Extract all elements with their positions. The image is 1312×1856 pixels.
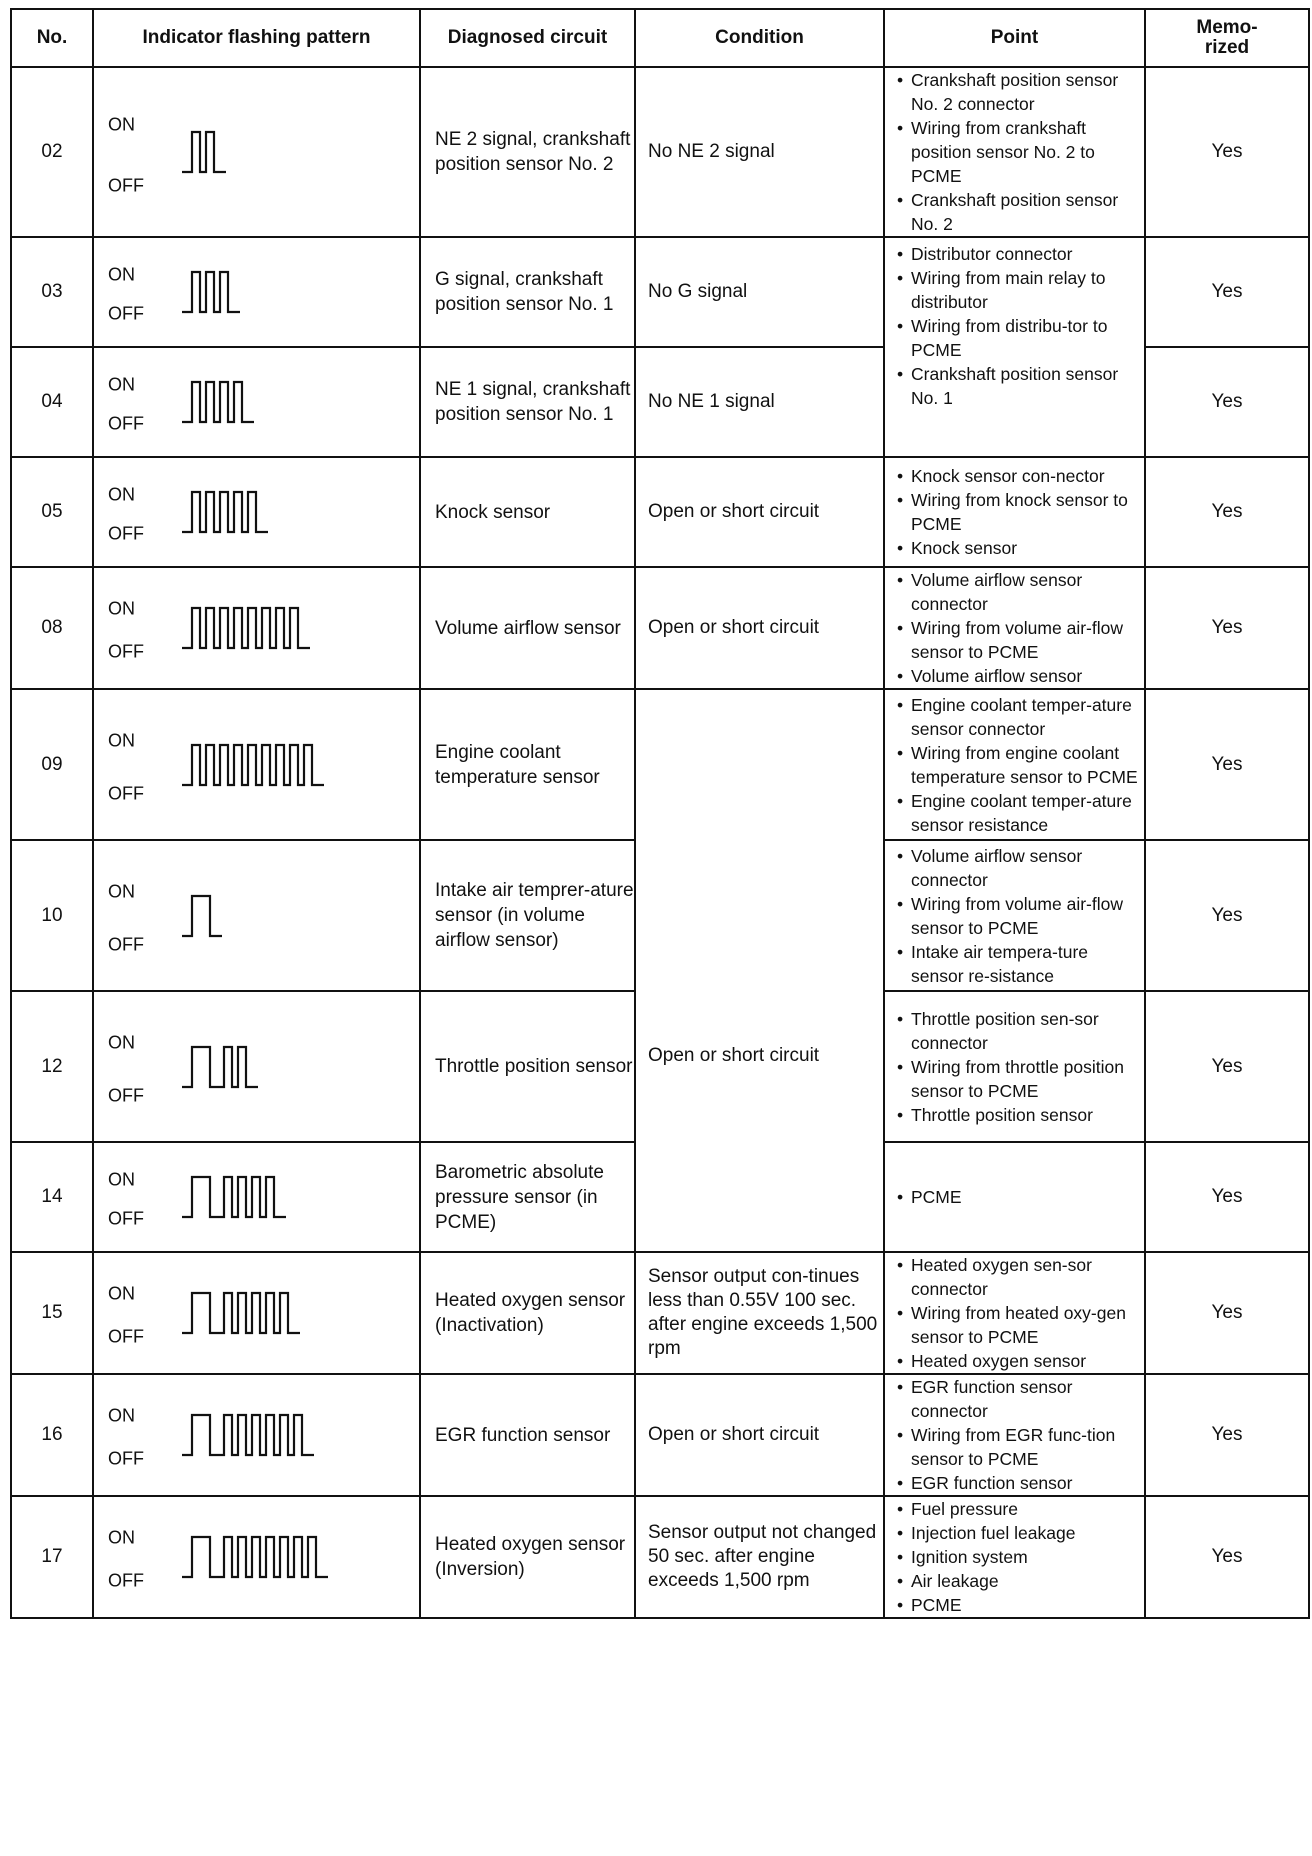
check-point-item: • Wiring from crankshaft position sensor No. 2 to PCME — [895, 116, 1144, 188]
code-number: 14 — [11, 1142, 93, 1252]
flash-pattern-cell — [93, 347, 420, 457]
check-points — [884, 689, 1145, 840]
check-point-list — [895, 68, 1144, 236]
on-label: ON — [108, 730, 135, 751]
memorized-value: Yes — [1145, 237, 1309, 347]
flash-pattern-waveform — [182, 1289, 302, 1337]
diagnosed-circuit: Barometric absolute pressure sensor (in PCME) — [420, 1142, 635, 1252]
flash-pattern-waveform — [182, 1043, 260, 1091]
off-label: OFF — [108, 1326, 144, 1347]
flash-pattern-waveform — [182, 741, 326, 789]
check-point-item: • Wiring from volume air-flow sensor to PCME — [895, 892, 1144, 940]
check-points — [884, 237, 1145, 457]
flash-pattern-waveform — [182, 892, 224, 940]
header-circuit — [420, 9, 635, 67]
condition: No NE 1 signal — [635, 347, 884, 457]
table-row — [11, 237, 1309, 347]
check-point-item: • Crankshaft position sensor No. 1 — [895, 362, 1144, 410]
on-label: ON — [108, 484, 135, 505]
header-row — [11, 9, 1309, 67]
check-point-list — [895, 1007, 1144, 1127]
check-point-item: • Wiring from throttle position sensor to PCME — [895, 1055, 1144, 1103]
check-point-item: • Volume airflow sensor connector — [895, 568, 1144, 616]
flash-pattern-cell — [93, 689, 420, 840]
check-point-item: • Wiring from knock sensor to PCME — [895, 488, 1144, 536]
header-memorized-text: Memo-rized — [1196, 17, 1258, 58]
memorized-value: Yes — [1145, 689, 1309, 840]
waveform-line — [182, 1537, 328, 1577]
diagnosed-circuit: Engine coolant temperature sensor — [420, 689, 635, 840]
on-label: ON — [108, 264, 135, 285]
memorized-value: Yes — [1145, 457, 1309, 567]
check-point-item: • Crankshaft position sensor No. 2 connector — [895, 68, 1144, 116]
waveform-line — [182, 896, 222, 936]
check-point-item: • Ignition system — [895, 1545, 1144, 1569]
table-row — [11, 457, 1309, 567]
check-point-item: • Distributor connector — [895, 242, 1144, 266]
off-label: OFF — [108, 523, 144, 544]
check-point-item: • EGR function sensor — [895, 1471, 1144, 1495]
memorized-value: Yes — [1145, 991, 1309, 1142]
waveform-line — [182, 1047, 258, 1087]
waveform-line — [182, 1415, 314, 1455]
code-number: 05 — [11, 457, 93, 567]
flash-pattern-waveform — [182, 1173, 288, 1221]
off-label: OFF — [108, 934, 144, 955]
diagnosed-circuit: Knock sensor — [420, 457, 635, 567]
table-row — [11, 1374, 1309, 1496]
on-label: ON — [108, 1169, 135, 1190]
code-number: 10 — [11, 840, 93, 991]
flash-pattern-waveform — [182, 378, 256, 426]
waveform-line — [182, 132, 226, 172]
off-label: OFF — [108, 1208, 144, 1229]
flash-pattern-waveform — [182, 604, 312, 652]
flash-pattern-cell — [93, 1252, 420, 1374]
check-point-item: • Knock sensor — [895, 536, 1144, 560]
off-label: OFF — [108, 303, 144, 324]
flash-pattern-cell — [93, 840, 420, 991]
check-point-item: • Throttle position sen-sor connector — [895, 1007, 1144, 1055]
check-point-item: • Wiring from engine coolant temperature sensor to PCME — [895, 741, 1144, 789]
check-points — [884, 457, 1145, 567]
check-point-item: • Fuel pressure — [895, 1497, 1144, 1521]
condition: Open or short circuit — [635, 689, 884, 1252]
on-label: ON — [108, 1283, 135, 1304]
off-label: OFF — [108, 413, 144, 434]
check-point-item: • Heated oxygen sensor — [895, 1349, 1144, 1373]
check-point-item: • Throttle position sensor — [895, 1103, 1144, 1127]
diagnosed-circuit: Volume airflow sensor — [420, 567, 635, 689]
check-point-list — [895, 1253, 1144, 1373]
check-point-item: • Wiring from EGR func-tion sensor to PCME — [895, 1423, 1144, 1471]
check-point-item: • PCME — [895, 1593, 1144, 1617]
off-label: OFF — [108, 641, 144, 662]
check-point-item: • Engine coolant temper-ature sensor connector — [895, 693, 1144, 741]
flash-pattern-cell — [93, 1142, 420, 1252]
check-point-item: • Wiring from volume air-flow sensor to PCME — [895, 616, 1144, 664]
table-row — [11, 1252, 1309, 1374]
check-point-item: • PCME — [895, 1185, 1144, 1209]
diagnostic-code-table — [10, 8, 1310, 1619]
check-point-item: • Injection fuel leakage — [895, 1521, 1144, 1545]
check-point-item: • Knock sensor con-nector — [895, 464, 1144, 488]
header-memorized — [1145, 9, 1309, 67]
memorized-value: Yes — [1145, 840, 1309, 991]
memorized-value: Yes — [1145, 1496, 1309, 1618]
code-number: 16 — [11, 1374, 93, 1496]
flash-pattern-waveform — [182, 488, 270, 536]
diagnosed-circuit: Intake air temprer-ature sensor (in volume airflow sensor) — [420, 840, 635, 991]
check-point-list — [895, 693, 1144, 837]
flash-pattern-cell — [93, 991, 420, 1142]
check-point-item: • Wiring from heated oxy-gen sensor to PCME — [895, 1301, 1144, 1349]
waveform-line — [182, 1293, 300, 1333]
flash-pattern-cell — [93, 237, 420, 347]
check-point-item: • EGR function sensor connector — [895, 1375, 1144, 1423]
check-point-item: • Volume airflow sensor connector — [895, 844, 1144, 892]
code-number: 17 — [11, 1496, 93, 1618]
flash-pattern-waveform — [182, 268, 242, 316]
waveform-line — [182, 382, 254, 422]
check-point-item: • Wiring from main relay to distributor — [895, 266, 1144, 314]
table-row — [11, 689, 1309, 840]
condition: Open or short circuit — [635, 567, 884, 689]
header-point: Point — [884, 9, 1145, 67]
memorized-value: Yes — [1145, 1252, 1309, 1374]
off-label: OFF — [108, 1085, 144, 1106]
memorized-value: Yes — [1145, 347, 1309, 457]
flash-pattern-cell — [93, 457, 420, 567]
table-row — [11, 567, 1309, 689]
code-number: 04 — [11, 347, 93, 457]
diagnosed-circuit: Heated oxygen sensor (Inactivation) — [420, 1252, 635, 1374]
header-circuit-text: Diagnosed circuit — [447, 27, 608, 48]
on-label: ON — [108, 114, 135, 135]
flash-pattern-cell — [93, 567, 420, 689]
check-points — [884, 991, 1145, 1142]
table-row — [11, 67, 1309, 237]
check-point-list — [895, 844, 1144, 988]
condition: Open or short circuit — [635, 1374, 884, 1496]
check-points — [884, 67, 1145, 237]
flash-pattern-waveform — [182, 1533, 330, 1581]
memorized-value: Yes — [1145, 1142, 1309, 1252]
waveform-line — [182, 608, 310, 648]
check-points — [884, 1252, 1145, 1374]
diagnosed-circuit: Heated oxygen sensor (Inversion) — [420, 1496, 635, 1618]
check-points — [884, 1142, 1145, 1252]
check-point-item: • Heated oxygen sen-sor connector — [895, 1253, 1144, 1301]
check-points — [884, 567, 1145, 689]
header-pattern: Indicator flashing pattern — [93, 9, 420, 67]
memorized-value: Yes — [1145, 1374, 1309, 1496]
check-points — [884, 1374, 1145, 1496]
code-number: 15 — [11, 1252, 93, 1374]
on-label: ON — [108, 1032, 135, 1053]
flash-pattern-waveform — [182, 1411, 316, 1459]
code-number: 08 — [11, 567, 93, 689]
code-number: 12 — [11, 991, 93, 1142]
on-label: ON — [108, 598, 135, 619]
on-label: ON — [108, 1527, 135, 1548]
off-label: OFF — [108, 783, 144, 804]
flash-pattern-waveform — [182, 128, 228, 176]
memorized-value: Yes — [1145, 67, 1309, 237]
memorized-value: Yes — [1145, 567, 1309, 689]
check-point-list — [895, 1375, 1144, 1495]
header-condition: Condition — [635, 9, 884, 67]
diagnosed-circuit: Throttle position sensor — [420, 991, 635, 1142]
condition: Sensor output con-tinues less than 0.55V 100 sec. after engine exceeds 1,500 rpm — [635, 1252, 884, 1374]
diagnosed-circuit: NE 1 signal, crankshaft position sensor No. 1 — [420, 347, 635, 457]
check-points — [884, 1496, 1145, 1618]
check-point-item: • Engine coolant temper-ature sensor resistance — [895, 789, 1144, 837]
diagnosed-circuit: NE 2 signal, crankshaft position sensor No. 2 — [420, 67, 635, 237]
check-point-list — [895, 1497, 1144, 1617]
check-point-list — [895, 568, 1144, 688]
condition: Open or short circuit — [635, 457, 884, 567]
check-point-list — [895, 464, 1144, 560]
waveform-line — [182, 745, 324, 785]
off-label: OFF — [108, 175, 144, 196]
condition: No G signal — [635, 237, 884, 347]
code-number: 09 — [11, 689, 93, 840]
off-label: OFF — [108, 1570, 144, 1591]
diagnosed-circuit: G signal, crankshaft position sensor No. 1 — [420, 237, 635, 347]
waveform-line — [182, 272, 240, 312]
flash-pattern-cell — [93, 1496, 420, 1618]
check-point-list — [895, 1185, 1144, 1209]
diagnosed-circuit: EGR function sensor — [420, 1374, 635, 1496]
check-point-item: • Crankshaft position sensor No. 2 — [895, 188, 1144, 236]
check-point-item: • Volume airflow sensor — [895, 664, 1144, 688]
on-label: ON — [108, 374, 135, 395]
on-label: ON — [108, 881, 135, 902]
waveform-line — [182, 492, 268, 532]
header-no: No. — [11, 9, 93, 67]
flash-pattern-cell — [93, 67, 420, 237]
condition: Sensor output not changed 50 sec. after engine exceeds 1,500 rpm — [635, 1496, 884, 1618]
waveform-line — [182, 1177, 286, 1217]
check-point-item: • Air leakage — [895, 1569, 1144, 1593]
flash-pattern-cell — [93, 1374, 420, 1496]
condition: No NE 2 signal — [635, 67, 884, 237]
table-row — [11, 1496, 1309, 1618]
on-label: ON — [108, 1405, 135, 1426]
off-label: OFF — [108, 1448, 144, 1469]
check-point-item: • Intake air tempera-ture sensor re-sistance — [895, 940, 1144, 988]
check-point-item: • Wiring from distribu-tor to PCME — [895, 314, 1144, 362]
check-points — [884, 840, 1145, 991]
check-point-list — [895, 242, 1144, 410]
code-number: 02 — [11, 67, 93, 237]
code-number: 03 — [11, 237, 93, 347]
